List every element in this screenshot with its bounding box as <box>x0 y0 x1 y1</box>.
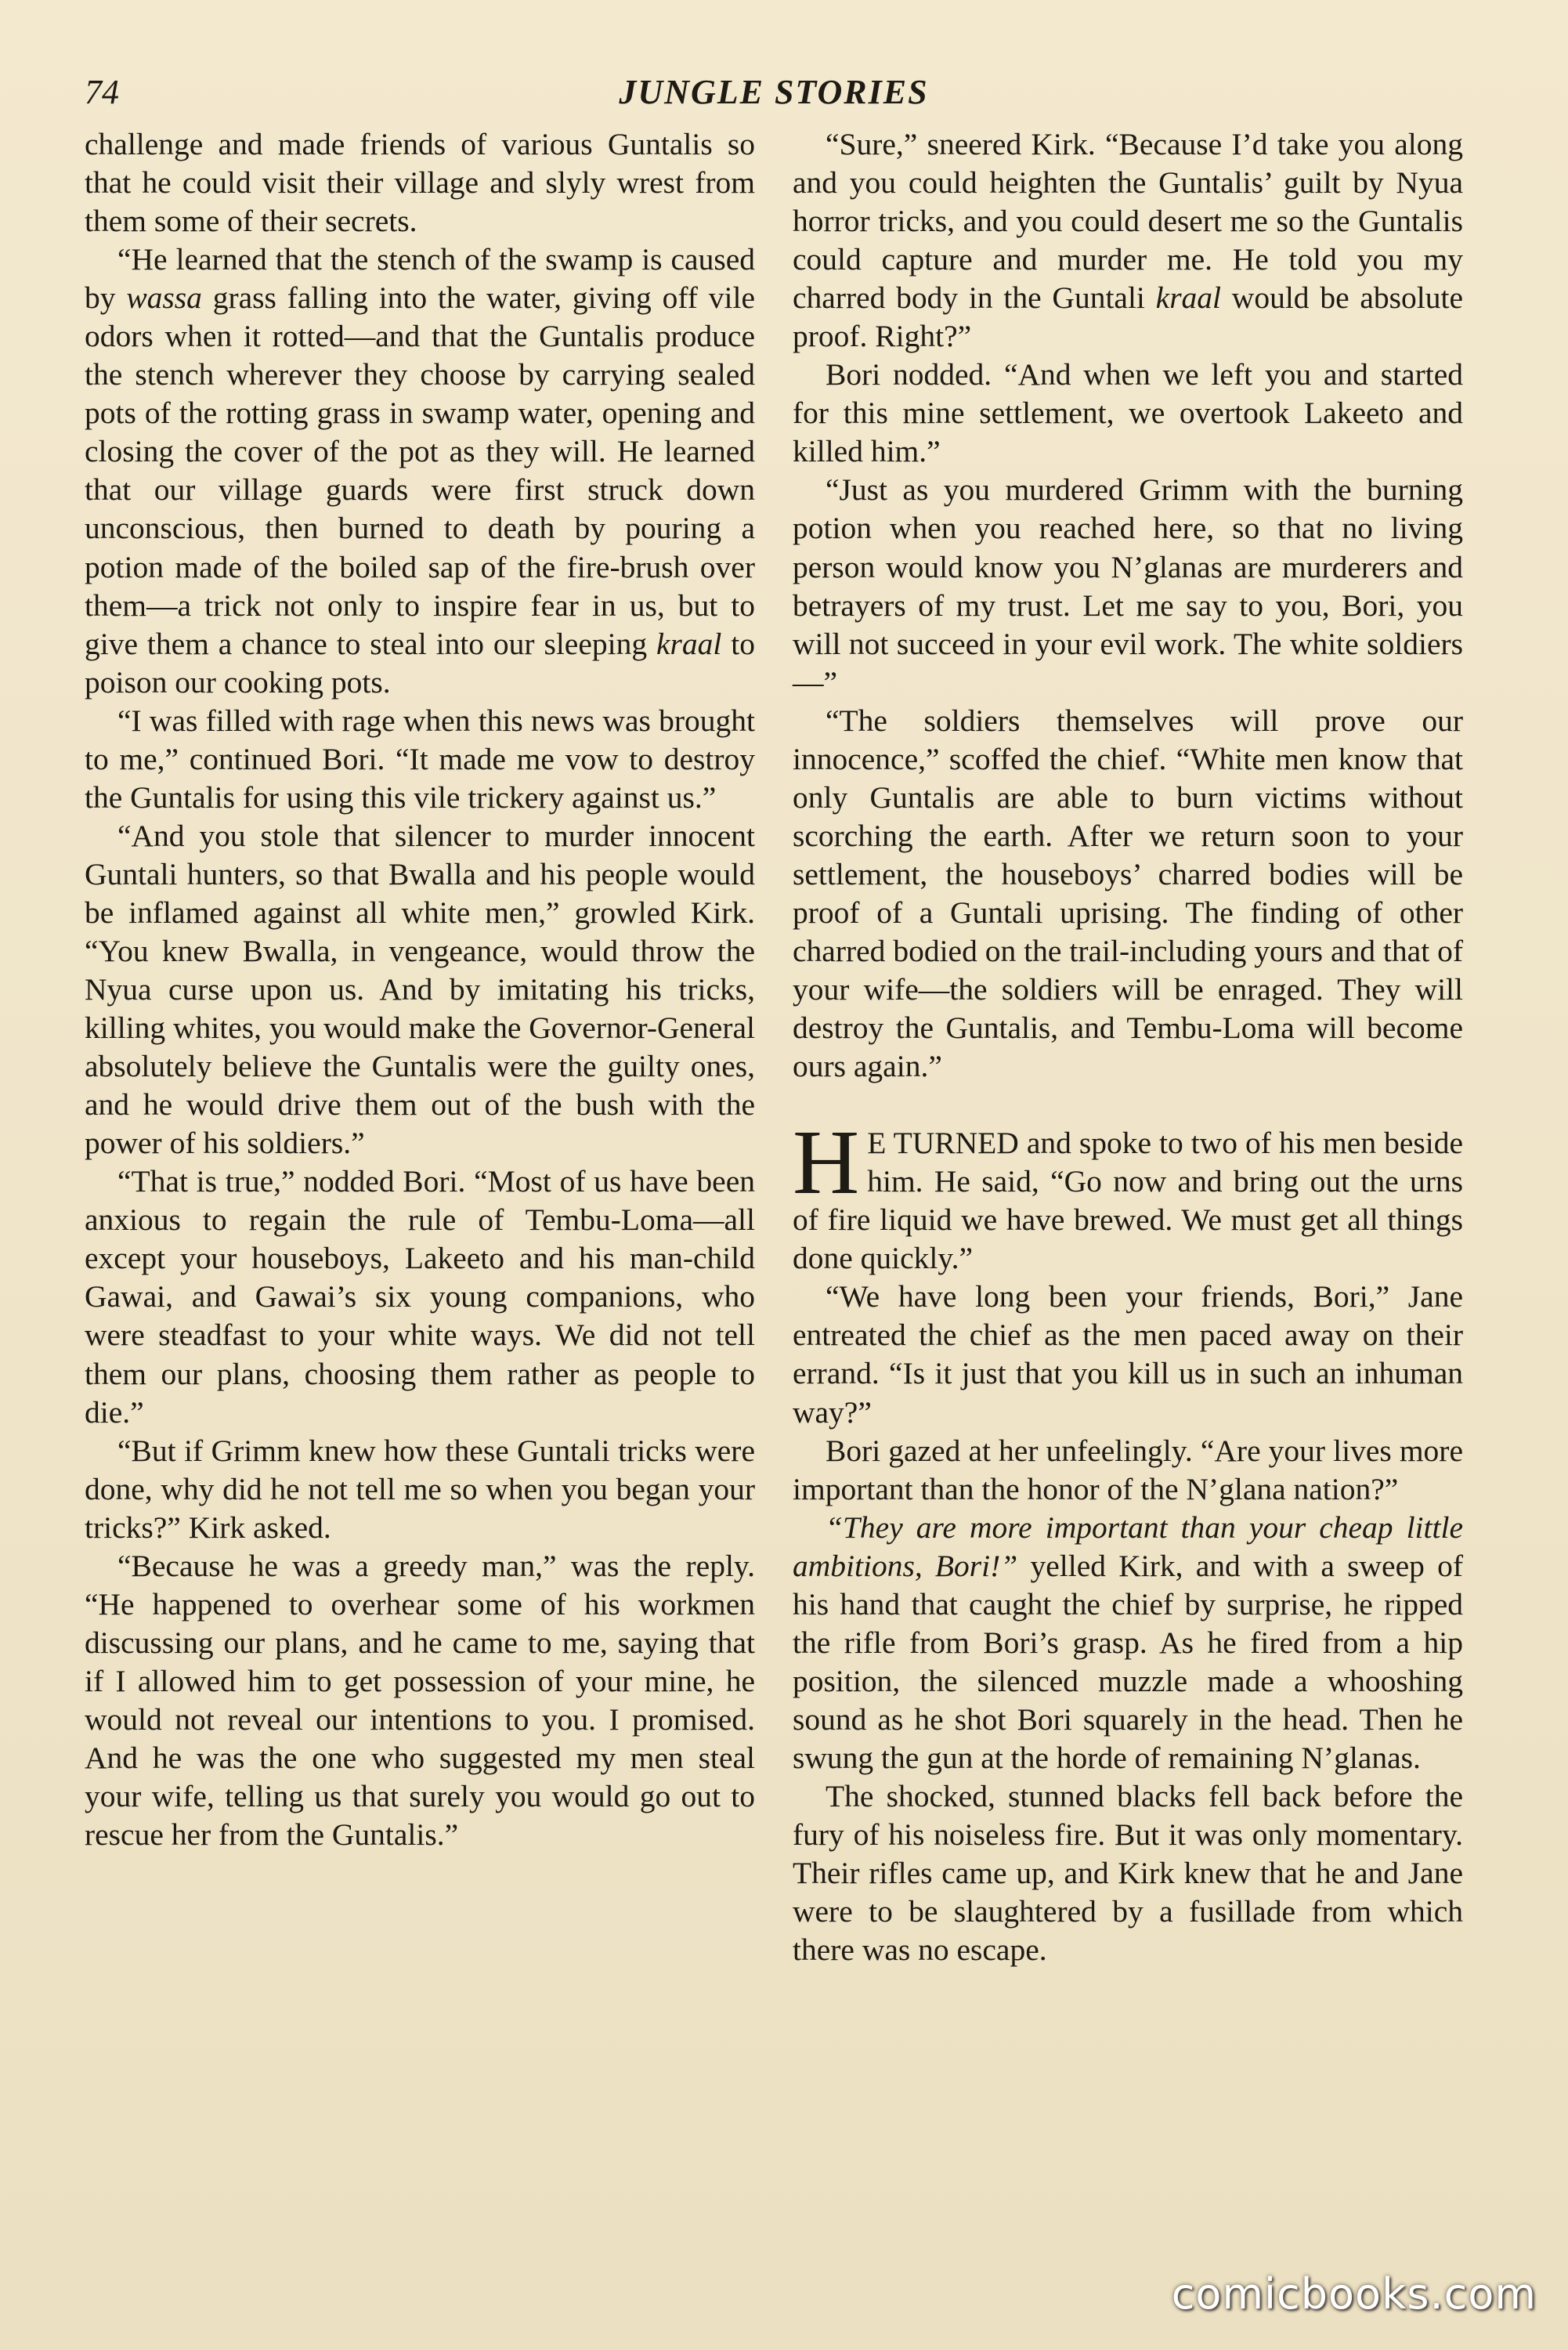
text-run: and spoke to two of his men beside him. He said, “Go now and bring out the urns of fire liquid we have brewed. We must get all things done quickly.” <box>793 1126 1463 1276</box>
italic-word: kraal <box>656 626 722 661</box>
paragraph: “I was filled with rage when this news was brought to me,” continued Bori. “It made me vow to destroy the Guntalis for using this vile trickery against us.” <box>85 703 755 815</box>
paragraph: “And you stole that silencer to murder innocent Guntali hunters, so that Bwalla and his people would be inflamed against all white men,” growled Kirk. “You knew Bwalla, in vengeance, would throw the Nyua curse upon us. And by imitating his tricks, killing whites, you would make the Governor-General absolutely believe the Guntalis were the guilty ones, and he would drive them out of the bush with the power of his soldiers.” <box>85 818 755 1161</box>
text-run: “He learned that the stench of the swamp is caused by <box>85 242 755 316</box>
paragraph: “We have long been your friends, Bori,” Jane entreated the chief as the men paced away on their errand. “Is it just that you kill us in such an inhuman way?” <box>793 1279 1463 1430</box>
text-run: would be absolute proof. Right?” <box>793 280 1463 354</box>
left-column <box>85 125 755 1854</box>
italic-word: wassa <box>126 280 202 316</box>
paragraph: The shocked, stunned blacks fell back before the fury of his noiseless fire. But it was only momentary. Their rifles came up, and Kirk knew that he and Jane were to be slaughtered by a fusillade from which there was no escape. <box>793 1778 1463 1968</box>
paragraph <box>793 125 1463 356</box>
paragraph: challenge and made friends of various Guntalis so that he could visit their village and slyly wrest from them some of their secrets. <box>85 127 755 239</box>
section-opening-paragraph <box>793 1111 1463 1278</box>
paragraph <box>85 240 755 702</box>
paragraph <box>793 1509 1463 1777</box>
text-run: to poison our cooking pots. <box>85 626 755 700</box>
text-run: grass falling into the water, giving off vile odors when it rotted—and that the Guntalis produce the stench wherever they choose by carrying sealed pots of the rotting grass in swamp water, opening and closing the cover of the pot as they will. He learned that our village guards were first struck down unconscious, then burned to death by pouring a potion made of the boiled sap of the fire-brush over them—a trick not only to inspire fear in us, but to give them a chance to steal into our sleeping <box>85 280 756 661</box>
right-column <box>793 125 1463 1969</box>
paragraph: “The soldiers themselves will prove our innocence,” scoffed the chief. “White men know that only Guntalis are able to burn victims without scorching the earth. After we return soon to your settlement, the houseboys’ charred bodies will be proof of a Guntali uprising. The finding of other charred bodied on the trail-including yours and that of your wife—the soldiers will be enraged. They will destroy the Guntalis, and Tembu-Loma will become ours again.” <box>793 703 1463 1084</box>
lead-in: E TURNED <box>867 1126 1019 1161</box>
text-run: yelled Kirk, and with a sweep of his hand that caught the chief by surprise, he ripped the rifle from Bori’s grasp. As he fired from a hip position, the silenced muzzle made a whooshing sound as he shot Bori squarely in the head. Then he swung the gun at the horde of remaining N’glanas. <box>793 1548 1463 1775</box>
paragraph: “Because he was a greedy man,” was the reply. “He happened to overhear some of his workmen discussing our plans, and he came to me, saying that if I allowed him to get possession of your mine, he would not reveal our intentions to you. I promised. And he was the one who suggested my men steal your wife, telling us that surely you would go out to rescue her from the Guntalis.” <box>85 1548 755 1853</box>
page-header <box>85 72 1463 119</box>
paragraph: Bori nodded. “And when we left you and started for this mine settlement, we overtook Lakeeto and killed him.” <box>793 357 1463 469</box>
drop-cap: H <box>793 1111 860 1214</box>
running-title: JUNGLE STORIES <box>619 73 929 111</box>
paragraph: “Just as you murdered Grimm with the burning potion when you reached here, so that no living person would know you N’glanas are murderers and betrayers of my trust. Let me say to you, Bori, you will not succeed in your evil work. The white soldiers—” <box>793 472 1463 700</box>
watermark: comicbooks.com <box>1171 2269 1537 2319</box>
paragraph: Bori gazed at her unfeelingly. “Are your lives more important than the honor of the N’glana nation?” <box>793 1433 1463 1506</box>
italic-word: kraal <box>1155 280 1222 316</box>
paragraph: “That is true,” nodded Bori. “Most of us have been anxious to regain the rule of Tembu-Loma—all except your houseboys, Lakeeto and his man-child Gawai, and Gawai’s six young companions, who were steadfast to your white ways. We did not tell them our plans, choosing them rather as people to die.” <box>85 1164 755 1430</box>
italic-dialogue: “They are more important than your cheap little ambitions, Bori!” <box>793 1509 1463 1583</box>
text-run: “Sure,” sneered Kirk. “Because I’d take you along and you could heighten the Guntalis’ guilt by Nyua horror tricks, and you could desert me so the Guntalis could capture and murder me. He told you my charred body in the Guntali <box>793 127 1463 316</box>
paragraph: “But if Grimm knew how these Guntali tricks were done, why did he not tell me so when you began your tricks?” Kirk asked. <box>85 1433 755 1545</box>
page-number: 74 <box>85 73 119 111</box>
